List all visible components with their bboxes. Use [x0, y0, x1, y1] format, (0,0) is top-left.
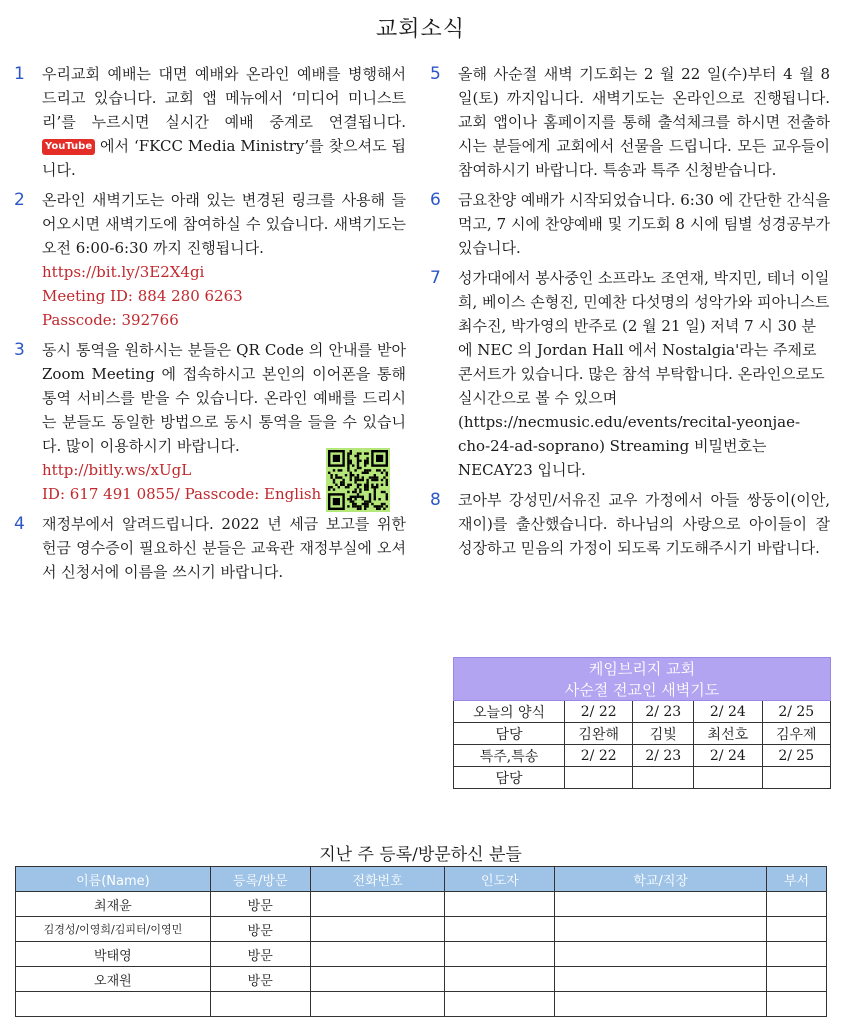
item-text: 온라인 새벽기도는 아래 있는 변경된 링크를 사용해 들어오시면 새벽기도에 참여하실 수 있습니다. 새벽기도는 오전 6:00-6:30 까지 진행됩니다.	[42, 191, 406, 257]
item-number: 6	[430, 190, 441, 210]
table-row: 박태영 방문	[16, 942, 827, 967]
item-text: 동시 통역을 원하시는 분들은 QR Code 의 안내를 받아 Zoom Meeting 에 접속하시고 본인의 이어폰을 통해 통역 서비스를 받을 수 있습니다. 온라인 예배를 드리시는 분들도 동일한 방법으로 동시 통역을 들을 수 있습니다. 많이 이용하시기 바랍니다.	[42, 341, 406, 455]
table-header: 케임브리지 교회 사순절 전교인 새벽기도	[454, 658, 831, 701]
passcode: Passcode: 392766	[42, 311, 179, 329]
notice-item-1	[14, 62, 406, 182]
item-text: 성가대에서 봉사중인 소프라노 조연재, 박지민, 테너 이일희, 베이스 손형진, 민예찬 다섯명의 성악가와 피아니스트 최수진, 박가영의 반주로 (2 월 21 일) 저녁 7 시 30 분에 NEC 의 Jordan Hall 에서 Nostalgia'라는 주제로 콘서트가 있습니다. 많은 참석 부탁합니다. 온라인으로도 실시간으로 볼 수 있으며 (https://necmusic.edu/events/recital-yeonjae-cho-24-ad-soprano) Streaming 비밀번호는 NECAY23 입니다.	[458, 269, 830, 479]
item-number: 4	[14, 514, 25, 534]
table-row: 오재원 방문	[16, 967, 827, 992]
visitors-title: 지난 주 등록/방문하신 분들	[319, 845, 522, 865]
table-row: 최재윤 방문	[16, 892, 827, 917]
visitors-table	[15, 866, 827, 1017]
prayer-schedule-table	[453, 657, 831, 789]
item-number: 1	[14, 64, 25, 84]
page-title: 교회소식	[375, 17, 465, 42]
youtube-icon: YouTube	[42, 139, 95, 155]
table-header-row: 이름(Name) 등록/방문 전화번호 인도자 학교/직장 부서	[16, 867, 827, 892]
notice-item-4	[14, 512, 406, 584]
item-text: 코아부 강성민/서유진 교우 가정에서 아들 쌍둥이(이안,재이)를 출산했습니다. 하나님의 사랑으로 아이들이 잘 성장하고 믿음의 가정이 되도록 기도해주시기 바랍니다.	[458, 491, 830, 557]
meeting-id: Meeting ID: 884 280 6263	[42, 287, 243, 305]
interpretation-id: ID: 617 491 0855/ Passcode: English	[42, 485, 322, 503]
qr-code-icon	[326, 448, 390, 512]
item-number: 3	[14, 340, 25, 360]
notice-item-2	[14, 188, 406, 332]
item-text: 재정부에서 알려드립니다. 2022 년 세금 보고를 위한 헌금 영수증이 필요하신 분들은 교육관 재정부실에 오셔서 신청서에 이름을 쓰시기 바랍니다.	[42, 515, 406, 581]
table-row: 담당	[454, 767, 831, 789]
interpretation-link[interactable]: http://bitly.ws/xUgL	[42, 461, 192, 479]
item-number: 8	[430, 490, 441, 510]
right-column	[430, 62, 830, 566]
notice-item-7	[430, 266, 830, 482]
notice-item-5	[430, 62, 830, 182]
notice-item-8	[430, 488, 830, 560]
item-number: 7	[430, 268, 441, 288]
zoom-link[interactable]: https://bit.ly/3E2X4gi	[42, 263, 205, 281]
table-row: 특주,특송 2/ 22 2/ 23 2/ 24 2/ 25	[454, 745, 831, 767]
table-row: 김경성/이영희/김피터/이영민 방문	[16, 917, 827, 942]
item-number: 2	[14, 190, 25, 210]
table-row	[16, 992, 827, 1017]
item-text: 금요찬양 예배가 시작되었습니다. 6:30 에 간단한 간식을 먹고, 7 시에 찬양예배 및 기도회 8 시에 팀별 성경공부가 있습니다.	[458, 191, 830, 257]
notice-item-6	[430, 188, 830, 260]
item-text: 우리교회 예배는 대면 예배와 온라인 예배를 병행해서 드리고 있습니다. 교회 앱 메뉴에서 ‘미디어 미니스트리’를 누르시면 실시간 예배 중계로 연결됩니다. YouTube 에서 ‘FKCC Media Ministry’를 찾으셔도 됩니다.	[42, 65, 406, 179]
item-number: 5	[430, 64, 441, 84]
item-text: 올해 사순절 새벽 기도회는 2 월 22 일(수)부터 4 월 8 일(토) 까지입니다. 새벽기도는 온라인으로 진행됩니다. 교회 앱이나 홈페이지를 통해 출석체크를 하시면 전출하시는 분들에게 교회에서 선물을 드립니다. 모든 교우들이 참여하시기 바랍니다. 특송과 특주 신청받습니다.	[458, 65, 830, 179]
table-row: 담당 김완해 김빛 최선호 김우제	[454, 723, 831, 745]
table-row: 오늘의 양식 2/ 22 2/ 23 2/ 24 2/ 25	[454, 701, 831, 723]
